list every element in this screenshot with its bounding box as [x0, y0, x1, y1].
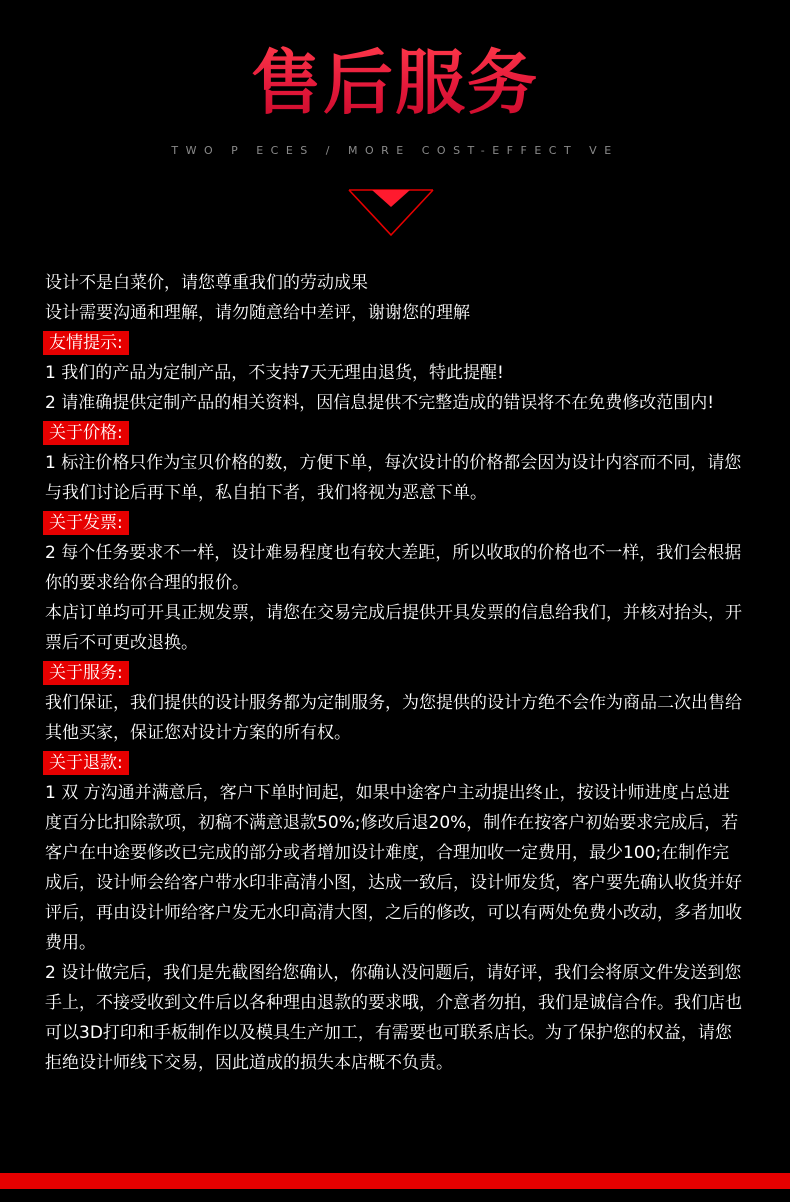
- section-paragraph: 1 标注价格只作为宝贝价格的数，方便下单，每次设计的价格都会因为设计内容而不同，请您与我们讨论后再下单，私自拍下者，我们将视为恶意下单。: [45, 453, 742, 503]
- section-paragraph: 我们保证，我们提供的设计服务都为定制服务，为您提供的设计方绝不会作为商品二次出售给其他买家，保证您对设计方案的所有权。: [45, 693, 742, 743]
- section-tag-invoice: 关于发票:: [43, 511, 129, 535]
- section-paragraph: 1 双 方沟通并满意后，客户下单时间起，如果中途客户主动提出终止，按设计师进度占总进度百分比扣除款项，初稿不满意退款50%;修改后退20%，制作在按客户初始要求完成后，若客户在中途要修改已完成的部分或者增加设计难度，合理加收一定费用，最少100;在制作完成后，设计师会给客户带水印非高清小图，达成一致后，设计师发货，客户要先确认收货并好评后，再由设计师给客户发无水印高清大图，之后的修改，可以有两处免费小改动，多者加收费用。: [45, 783, 742, 953]
- section-paragraph: 2 设计做完后，我们是先截图给您确认，你确认没问题后，请好评，我们会将原文件发送到您手上，不接受收到文件后以各种理由退款的要求哦，介意者勿拍，我们是诚信合作。我们店也可以3D打印和手板制作以及模具生产加工，有需要也可联系店长。为了保护您的权益，请您拒绝设计师线下交易，因此道成的损失本店概不负责。: [45, 963, 742, 1073]
- section-tag-price: 关于价格:: [43, 421, 129, 445]
- section-paragraph: 2 请准确提供定制产品的相关资料，因信息提供不完整造成的错误将不在免费修改范围内!: [45, 393, 715, 413]
- section-paragraph: 1 我们的产品为定制产品，不支持7天无理由退货，特此提醒!: [45, 363, 504, 383]
- policy-content: [45, 268, 745, 1078]
- intro-line: 设计需要沟通和理解，请勿随意给中差评，谢谢您的理解: [45, 303, 470, 323]
- bottom-divider: [0, 1173, 790, 1189]
- section-tag-service: 关于服务:: [43, 661, 129, 685]
- section-tag-friendly-tips: 友情提示:: [43, 331, 129, 355]
- triangle-down-icon: [348, 185, 434, 237]
- page-subtitle: TWO P ECES / MORE COST-EFFECT VE: [171, 144, 619, 157]
- intro-line: 设计不是白菜价，请您尊重我们的劳动成果: [45, 273, 368, 293]
- section-tag-refund: 关于退款:: [43, 751, 129, 775]
- section-paragraph: 本店订单均可开具正规发票，请您在交易完成后提供开具发票的信息给我们，并核对抬头，开票后不可更改退换。: [45, 603, 742, 653]
- page-title: 售后服务: [0, 40, 790, 126]
- section-paragraph: 2 每个任务要求不一样，设计难易程度也有较大差距，所以收取的价格也不一样，我们会根据你的要求给你合理的报价。: [45, 543, 742, 593]
